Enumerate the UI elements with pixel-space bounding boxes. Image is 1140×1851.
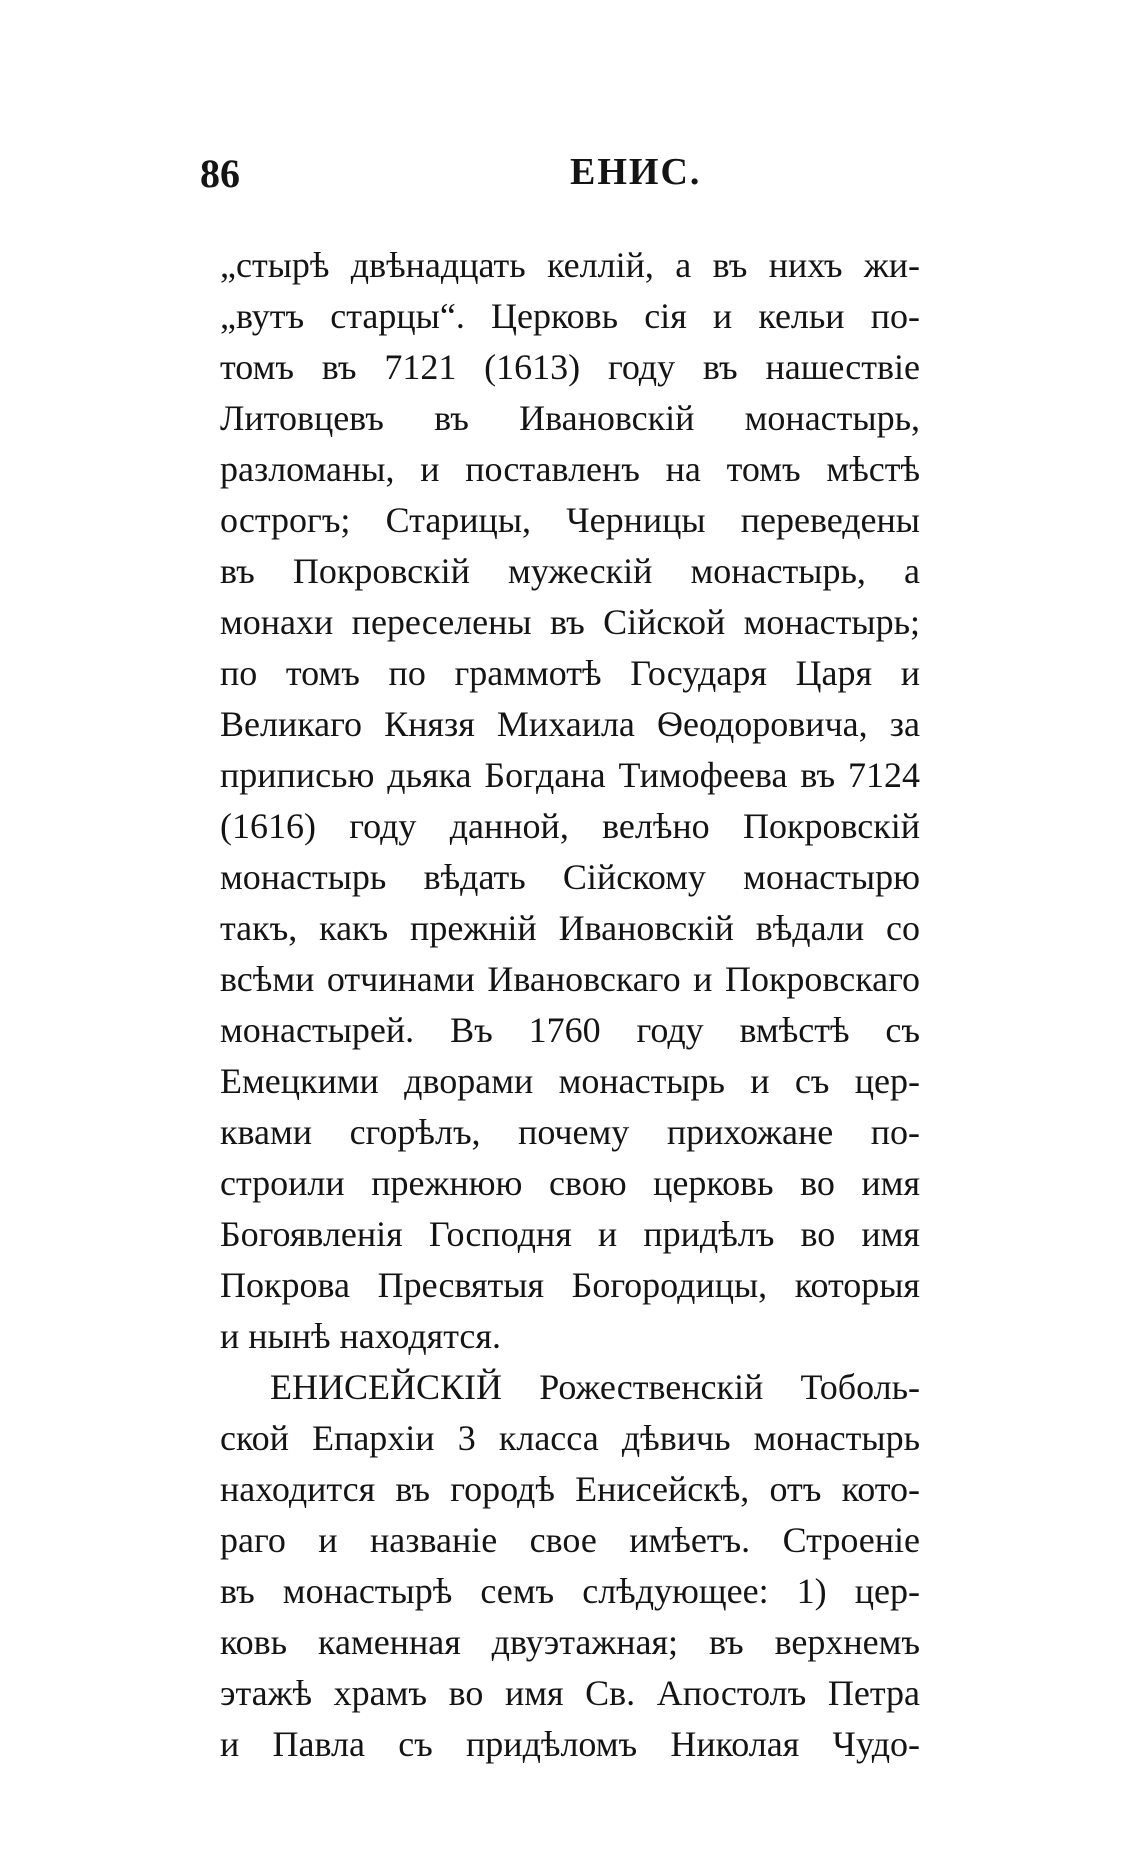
text-line: монастырей. Въ 1760 году вмѣстѣ съ [220,1010,920,1050]
text-line: монастырь вѣдать Сійскому монастырю [220,857,920,897]
text-line: ковь каменная двуэтажная; въ верхнемъ [220,1622,920,1662]
text-line: томъ въ 7121 (1613) году въ нашествіе [220,347,920,387]
text-line: и Павла съ придѣломъ Николая Чудо- [220,1724,920,1764]
text-line: острогъ; Старицы, Черницы переведены [220,500,920,540]
text-line: ской Епархіи 3 класса дѣвичь монастырь [220,1418,920,1458]
text-line: въ монастырѣ семъ слѣдующее: 1) цер- [220,1571,920,1611]
page-number: 86 [200,151,240,196]
running-head: ЕНИС. [570,151,702,193]
text-line: въ Покровскій мужескій монастырь, а [220,551,920,591]
text-line: такъ, какъ прежній Ивановскій вѣдали со [220,908,920,948]
text-line: Богоявленія Господня и придѣлъ во имя [220,1214,920,1254]
text-line: Великаго Князя Михаила Ѳеодоровича, за [220,704,920,744]
text-line: и нынѣ находятся. [220,1316,501,1356]
text-line: Покрова Пресвятыя Богородицы, которыя [220,1265,920,1305]
text-line: монахи переселены въ Сійской монастырь; [220,602,920,642]
text-line: „стырѣ двѣнадцать келлій, а въ нихъ жи- [220,245,920,285]
text-line: всѣми отчинами Ивановскаго и Покровскаго [220,959,920,999]
text-line: квами сгорѣлъ, почему прихожане по- [220,1112,920,1152]
text-line: этажѣ храмъ во имя Св. Апостолъ Петра [220,1673,920,1713]
text-line: Емецкими дворами монастырь и съ цер- [220,1061,920,1101]
text-line: раго и названіе свое имѣетъ. Строеніе [220,1520,920,1560]
text-line: разломаны, и поставленъ на томъ мѣстѣ [220,449,920,489]
text-line: строили прежнюю свою церковь во имя [220,1163,920,1203]
text-line: (1616) году данной, велѣно Покровскій [220,806,920,846]
page-header [200,150,940,210]
paragraph-start-line: ЕНИСЕЙСКІЙ Рожественскій Тоболь- [270,1367,920,1407]
text-line: „вутъ старцы“. Церковь сія и кельи по- [220,296,920,336]
body-text [220,240,920,1770]
text-line: приписью дьяка Богдана Тимофеева въ 7124 [220,755,920,795]
text-line: по томъ по граммотѣ Государя Царя и [220,653,920,693]
text-line: находится въ городѣ Енисейскѣ, отъ кото- [220,1469,920,1509]
text-line: Литовцевъ въ Ивановскій монастырь, [220,398,920,438]
